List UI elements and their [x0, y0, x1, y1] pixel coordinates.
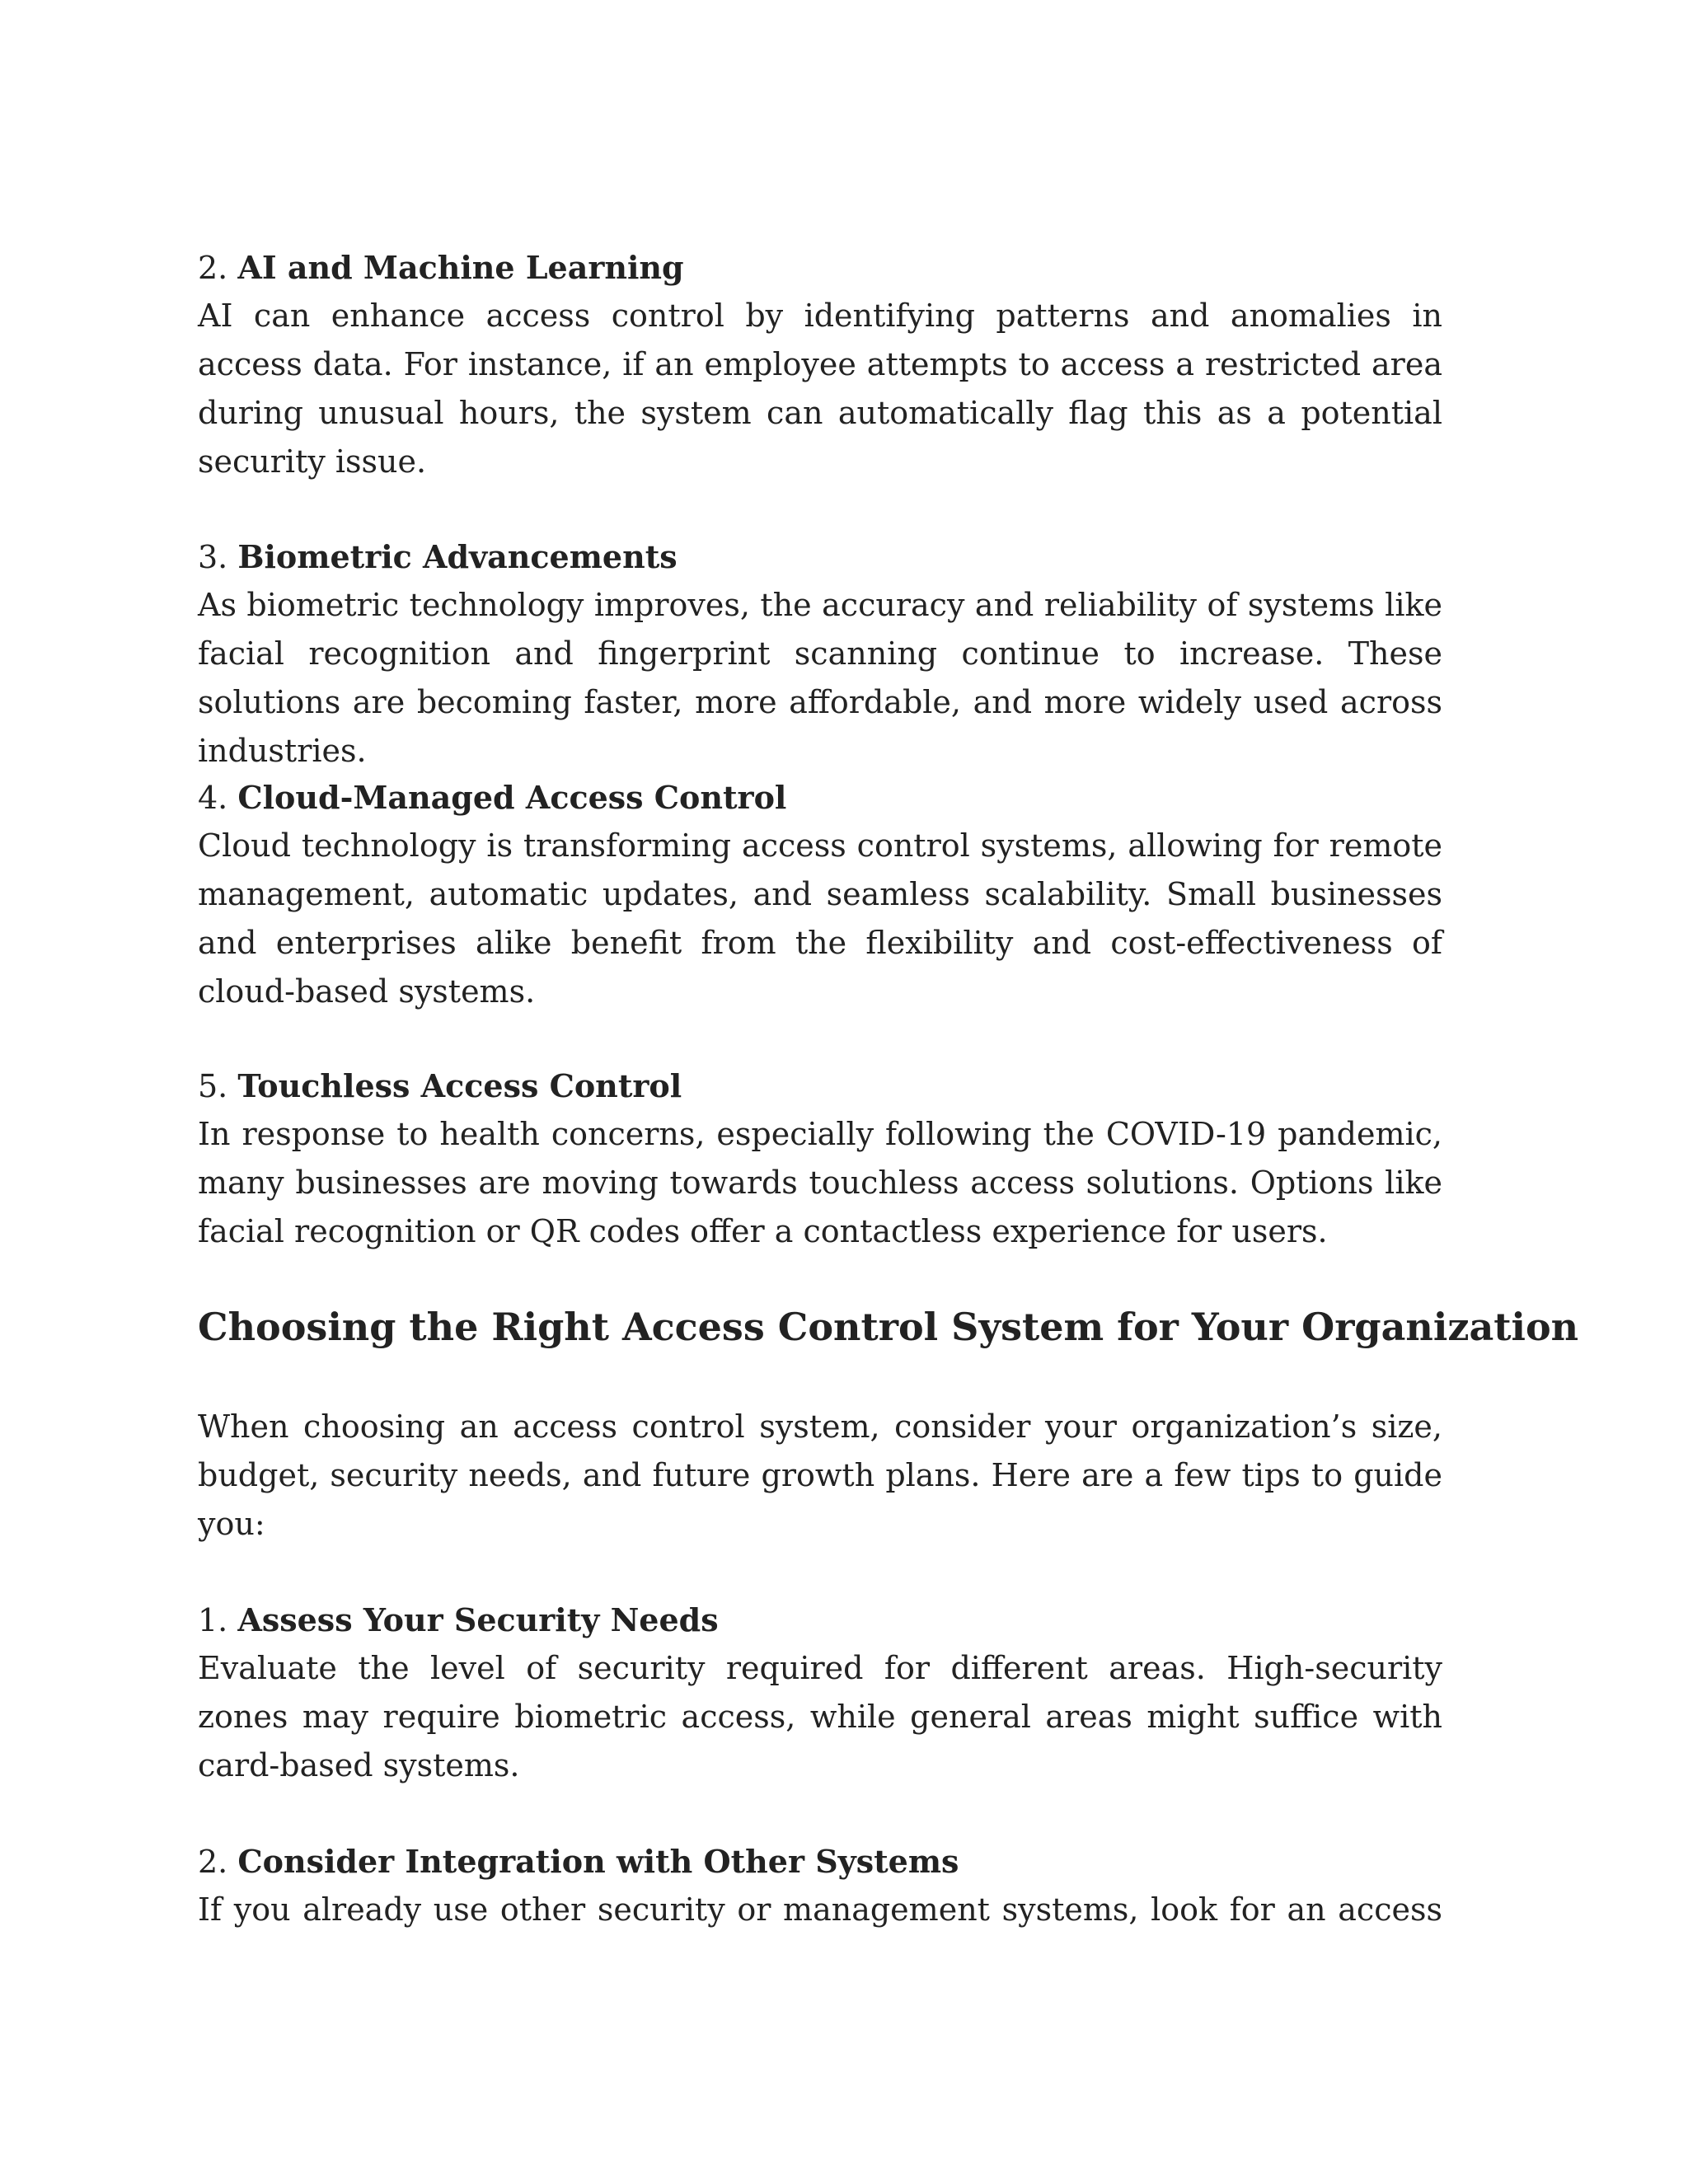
list-item-heading [198, 1062, 1442, 1110]
section-intro: When choosing an access control system, consider your organization’s size, budget, security needs, and future growth plans. Here are a few tips to guide you: [198, 1408, 1442, 1542]
list-item-integration [198, 1837, 1442, 1934]
list-item-number: 2. [198, 1844, 228, 1880]
list-item-title: Touchless Access Control [237, 1067, 682, 1104]
list-item-biometric-advancements [198, 532, 1442, 776]
list-item-body: Cloud technology is transforming access control systems, allowing for remote management, automatic updates, and seamless scalability. Small businesses and enterprises alike benefit from the flexibility and cost-effectiveness of cloud-based systems. [198, 827, 1442, 1010]
list-item-heading [198, 532, 1442, 581]
list-item-title: Assess Your Security Needs [237, 1601, 719, 1638]
list-item-number: 1. [198, 1602, 228, 1638]
list-item-title: Consider Integration with Other Systems [237, 1843, 959, 1880]
list-item-heading [198, 1837, 1442, 1886]
list-item-title: AI and Machine Learning [237, 249, 684, 286]
list-item-body: Evaluate the level of security required for different areas. High-security zones may require biometric access, while general areas might suffice with card-based systems. [198, 1650, 1442, 1783]
list-item-number: 2. [198, 250, 228, 286]
list-item-number: 3. [198, 539, 228, 575]
list-item-body: As biometric technology improves, the accuracy and reliability of systems like facial recognition and fingerprint scanning continue to increase. These solutions are becoming faster, more affordable, and more widely used across industries. [198, 587, 1442, 769]
list-item-title: Biometric Advancements [237, 538, 678, 575]
list-item-body: AI can enhance access control by identifying patterns and anomalies in access data. For instance, if an employee attempts to access a restricted area during unusual hours, the system can automatically flag this as a potential security issue. [198, 298, 1442, 480]
list-item-assess-security-needs [198, 1596, 1442, 1790]
list-item-heading [198, 1596, 1442, 1644]
list-item-heading [198, 243, 1442, 292]
list-item-body: If you already use other security or management systems, look for an access [198, 1891, 1442, 1928]
list-item-touchless [198, 1062, 1442, 1256]
list-item-heading [198, 773, 1442, 822]
list-item-title: Cloud-Managed Access Control [237, 779, 787, 816]
list-item-number: 5. [198, 1068, 228, 1104]
list-item-number: 4. [198, 780, 228, 816]
list-item-body: In response to health concerns, especially following the COVID-19 pandemic, many businesses are moving towards touchless access solutions. Options like facial recognition or QR codes offer a contactless experience for users. [198, 1116, 1442, 1249]
list-item-ai-machine-learning [198, 243, 1442, 486]
section-heading: Choosing the Right Access Control System for Your Organization [198, 1305, 1579, 1349]
list-item-cloud-managed [198, 773, 1442, 1016]
